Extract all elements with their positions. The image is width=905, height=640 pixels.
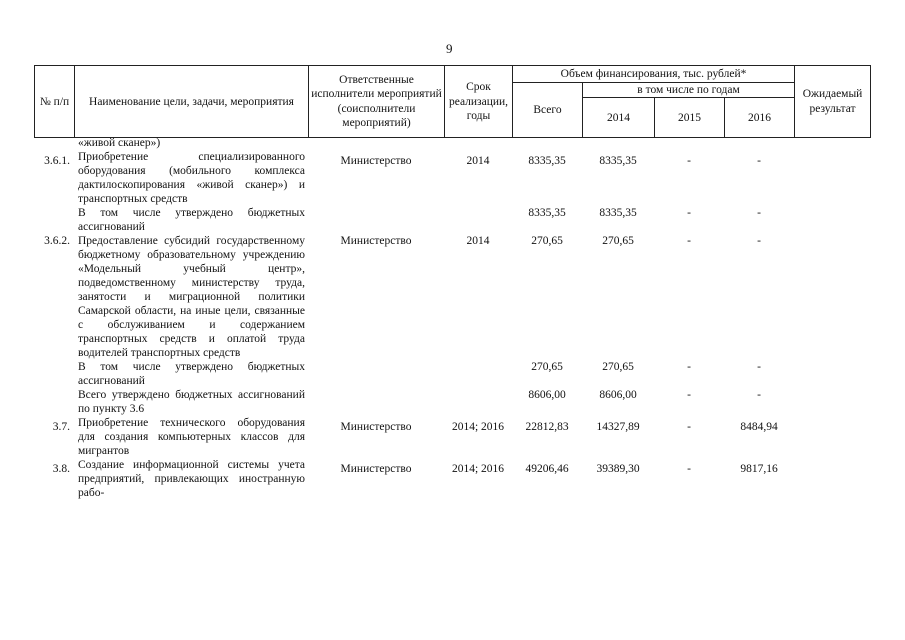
row-name: Создание информационной системы учета предприятий, привлекающих иностранную рабо- bbox=[78, 459, 305, 500]
col-header-2015: 2015 bbox=[655, 98, 725, 138]
row-num bbox=[34, 206, 74, 234]
row-term: 2014 bbox=[466, 155, 490, 168]
table-row bbox=[34, 360, 870, 388]
row-term bbox=[444, 136, 512, 150]
row-2014: 8335,35 bbox=[599, 207, 637, 220]
row-total: 270,65 bbox=[531, 361, 563, 374]
col-header-term: Срок реализации, годы bbox=[445, 66, 513, 138]
row-term: 2014; 2016 bbox=[451, 463, 505, 476]
row-executor bbox=[308, 388, 444, 416]
row-result bbox=[794, 388, 870, 416]
row-total: 22812,83 bbox=[525, 421, 569, 434]
row-2015: - bbox=[687, 235, 691, 248]
col-header-by-years: в том числе по годам bbox=[583, 83, 795, 98]
row-2016 bbox=[724, 136, 794, 150]
row-2014: 8606,00 bbox=[599, 389, 637, 402]
row-2015: - bbox=[687, 155, 691, 168]
row-name: В том числе утверждено бюджетных ассигнований bbox=[78, 361, 305, 388]
row-result bbox=[794, 458, 870, 500]
col-header-executors: Ответственные исполнители мероприятий (соисполнители мероприятий) bbox=[309, 66, 445, 138]
col-header-funding: Объем финансирования, тыс. рублей* bbox=[513, 66, 795, 83]
table-body bbox=[34, 136, 870, 500]
row-2015: - bbox=[687, 421, 691, 434]
row-executor bbox=[308, 136, 444, 150]
col-header-num: № п/п bbox=[35, 66, 75, 138]
col-header-total: Всего bbox=[513, 83, 583, 138]
row-result bbox=[794, 360, 870, 388]
col-header-result: Ожидаемый результат bbox=[795, 66, 871, 138]
row-2016: 8484,94 bbox=[740, 421, 778, 434]
table-row bbox=[34, 416, 870, 458]
row-num bbox=[34, 360, 74, 388]
row-executor: Министерство bbox=[340, 235, 412, 248]
row-total: 8335,35 bbox=[528, 207, 566, 220]
row-result bbox=[794, 234, 870, 360]
row-num: 3.6.2. bbox=[44, 235, 70, 248]
row-2016: - bbox=[757, 155, 761, 168]
row-name: В том числе утверждено бюджетных ассигнований bbox=[78, 207, 305, 234]
row-name: «живой сканер») bbox=[78, 137, 161, 149]
table-row bbox=[34, 136, 870, 150]
row-term: 2014; 2016 bbox=[451, 421, 505, 434]
row-executor: Министерство bbox=[340, 421, 412, 434]
row-name: Всего утверждено бюджетных ассигнований по пункту 3.6 bbox=[78, 389, 305, 416]
row-result bbox=[794, 416, 870, 458]
row-name: Приобретение специализированного оборудования (мобильного комплекса дактилоскопирования «живой сканер») и транспортных средств bbox=[78, 151, 305, 206]
table-row bbox=[34, 388, 870, 416]
table-row bbox=[34, 150, 870, 206]
row-2016: 9817,16 bbox=[740, 463, 778, 476]
col-header-2016: 2016 bbox=[725, 98, 795, 138]
row-result bbox=[794, 136, 870, 150]
row-2015: - bbox=[687, 463, 691, 476]
table-header bbox=[34, 65, 871, 138]
row-2016: - bbox=[757, 389, 761, 402]
row-num bbox=[34, 388, 74, 416]
row-executor: Министерство bbox=[340, 463, 412, 476]
row-2014: 39389,30 bbox=[596, 463, 640, 476]
row-2016: - bbox=[757, 235, 761, 248]
row-num: 3.8. bbox=[52, 463, 70, 476]
row-2016: - bbox=[757, 361, 761, 374]
table-row bbox=[34, 458, 870, 500]
row-2014: 14327,89 bbox=[596, 421, 640, 434]
row-result bbox=[794, 206, 870, 234]
row-executor bbox=[308, 206, 444, 234]
row-executor bbox=[308, 360, 444, 388]
row-2014: 8335,35 bbox=[599, 155, 637, 168]
col-header-2014: 2014 bbox=[583, 98, 655, 138]
row-2014: 270,65 bbox=[602, 235, 634, 248]
row-num bbox=[34, 136, 74, 150]
row-2015 bbox=[654, 136, 724, 150]
row-2015: - bbox=[687, 389, 691, 402]
row-result bbox=[794, 150, 870, 206]
row-name: Приобретение технического оборудования для создания компьютерных классов для мигрантов bbox=[78, 417, 305, 458]
row-term bbox=[444, 206, 512, 234]
table-row bbox=[34, 234, 870, 360]
row-2016: - bbox=[757, 207, 761, 220]
row-total: 49206,46 bbox=[525, 463, 569, 476]
row-term bbox=[444, 388, 512, 416]
table-row bbox=[34, 206, 870, 234]
row-2015: - bbox=[687, 361, 691, 374]
page-number: 9 bbox=[446, 41, 453, 56]
row-term bbox=[444, 360, 512, 388]
row-2015: - bbox=[687, 207, 691, 220]
row-total: 8606,00 bbox=[528, 389, 566, 402]
row-num: 3.6.1. bbox=[44, 155, 70, 168]
row-total: 8335,35 bbox=[528, 155, 566, 168]
row-2014 bbox=[582, 136, 654, 150]
row-executor: Министерство bbox=[340, 155, 412, 168]
row-total: 270,65 bbox=[531, 235, 563, 248]
row-total bbox=[512, 136, 582, 150]
row-num: 3.7. bbox=[52, 421, 70, 434]
row-name: Предоставление субсидий государственному бюджетному образовательному учреждению «Модельный учебный центр», подведомственному министерству труда, занятости и миграционной политики Самарской области, на иные цели, связанные с обслуживанием и содержанием транспортных средств и оплатой труда водителей транспортных средств bbox=[78, 235, 305, 360]
row-2014: 270,65 bbox=[602, 361, 634, 374]
col-header-name: Наименование цели, задачи, мероприятия bbox=[75, 66, 309, 138]
row-term: 2014 bbox=[466, 235, 490, 248]
